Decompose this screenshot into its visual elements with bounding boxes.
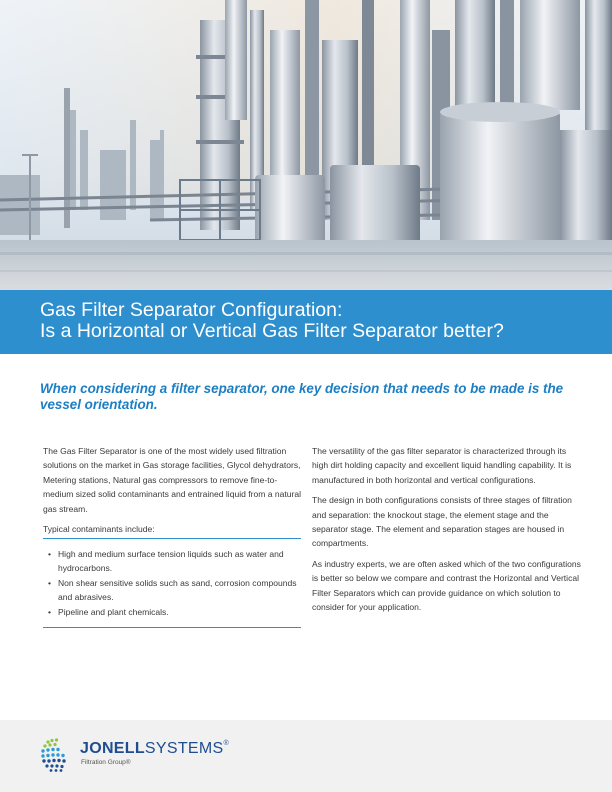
list-item-text: Non shear sensitive solids such as sand, corrosion compounds and abrasives. bbox=[58, 577, 297, 603]
intro-statement: When considering a filter separator, one key decision that needs to be made is the vessel orientation. bbox=[40, 381, 564, 412]
left-paragraph-1: The Gas Filter Separator is one of the most widely used filtration solutions on the market in Gas storage facilities, Glycol dehydrators, Metering stations, Natural gas compressors to remove fine-to-medium sized solid contaminants and entrained liquid from a natural gas stream. bbox=[43, 446, 301, 514]
left-paragraph-2: Typical contaminants include: bbox=[43, 524, 155, 535]
dotted-swirl-logo-icon bbox=[40, 736, 76, 774]
brand-tagline: Filtration Group® bbox=[81, 759, 131, 766]
list-item bbox=[48, 547, 301, 576]
registered-mark: ® bbox=[223, 740, 229, 747]
company-logo bbox=[40, 736, 280, 776]
list-item-text: High and medium surface tension liquids such as water and hydrocarbons. bbox=[58, 549, 284, 574]
right-paragraph-3: As industry experts, we are often asked which of the two configurations is better so below we compare and contrast the Horizontal and Vertical Filter Separators which can provide guidance on which solution to consider for your application. bbox=[312, 558, 581, 613]
title-banner bbox=[0, 290, 612, 354]
bullet-icon: • bbox=[48, 577, 51, 588]
brand-name-light: SYSTEMS bbox=[144, 740, 224, 757]
title-line-1: Gas Filter Separator Configuration: bbox=[40, 299, 343, 321]
list-divider-bottom bbox=[43, 627, 301, 628]
list-item bbox=[48, 605, 301, 619]
title-line-2: Is a Horizontal or Vertical Gas Filter Separator better? bbox=[40, 320, 504, 342]
right-paragraph-1: The versatility of the gas filter separator is characterized through its high dirt holding capacity and excellent liquid handling capability. It is manufactured in both horizontal and vertical configurations. bbox=[312, 446, 572, 485]
right-paragraph-2: The design in both configurations consists of three stages of filtration and separation: the knockout stage, the element stage and the separator stage. The element and separation stages are housed in compartments. bbox=[312, 495, 572, 549]
list-divider-top bbox=[43, 538, 301, 539]
bullet-icon: • bbox=[48, 549, 51, 559]
right-column bbox=[312, 444, 584, 620]
bullet-icon: • bbox=[48, 606, 51, 617]
list-item-text: Pipeline and plant chemicals. bbox=[58, 606, 169, 617]
left-column bbox=[43, 444, 301, 542]
brand-wordmark bbox=[80, 740, 229, 758]
brand-name-bold: JONELL bbox=[80, 740, 145, 757]
contaminants-list bbox=[48, 547, 301, 619]
hero-image bbox=[0, 0, 612, 290]
refinery-illustration bbox=[0, 0, 612, 290]
list-item bbox=[48, 576, 301, 605]
page-title bbox=[40, 300, 574, 342]
